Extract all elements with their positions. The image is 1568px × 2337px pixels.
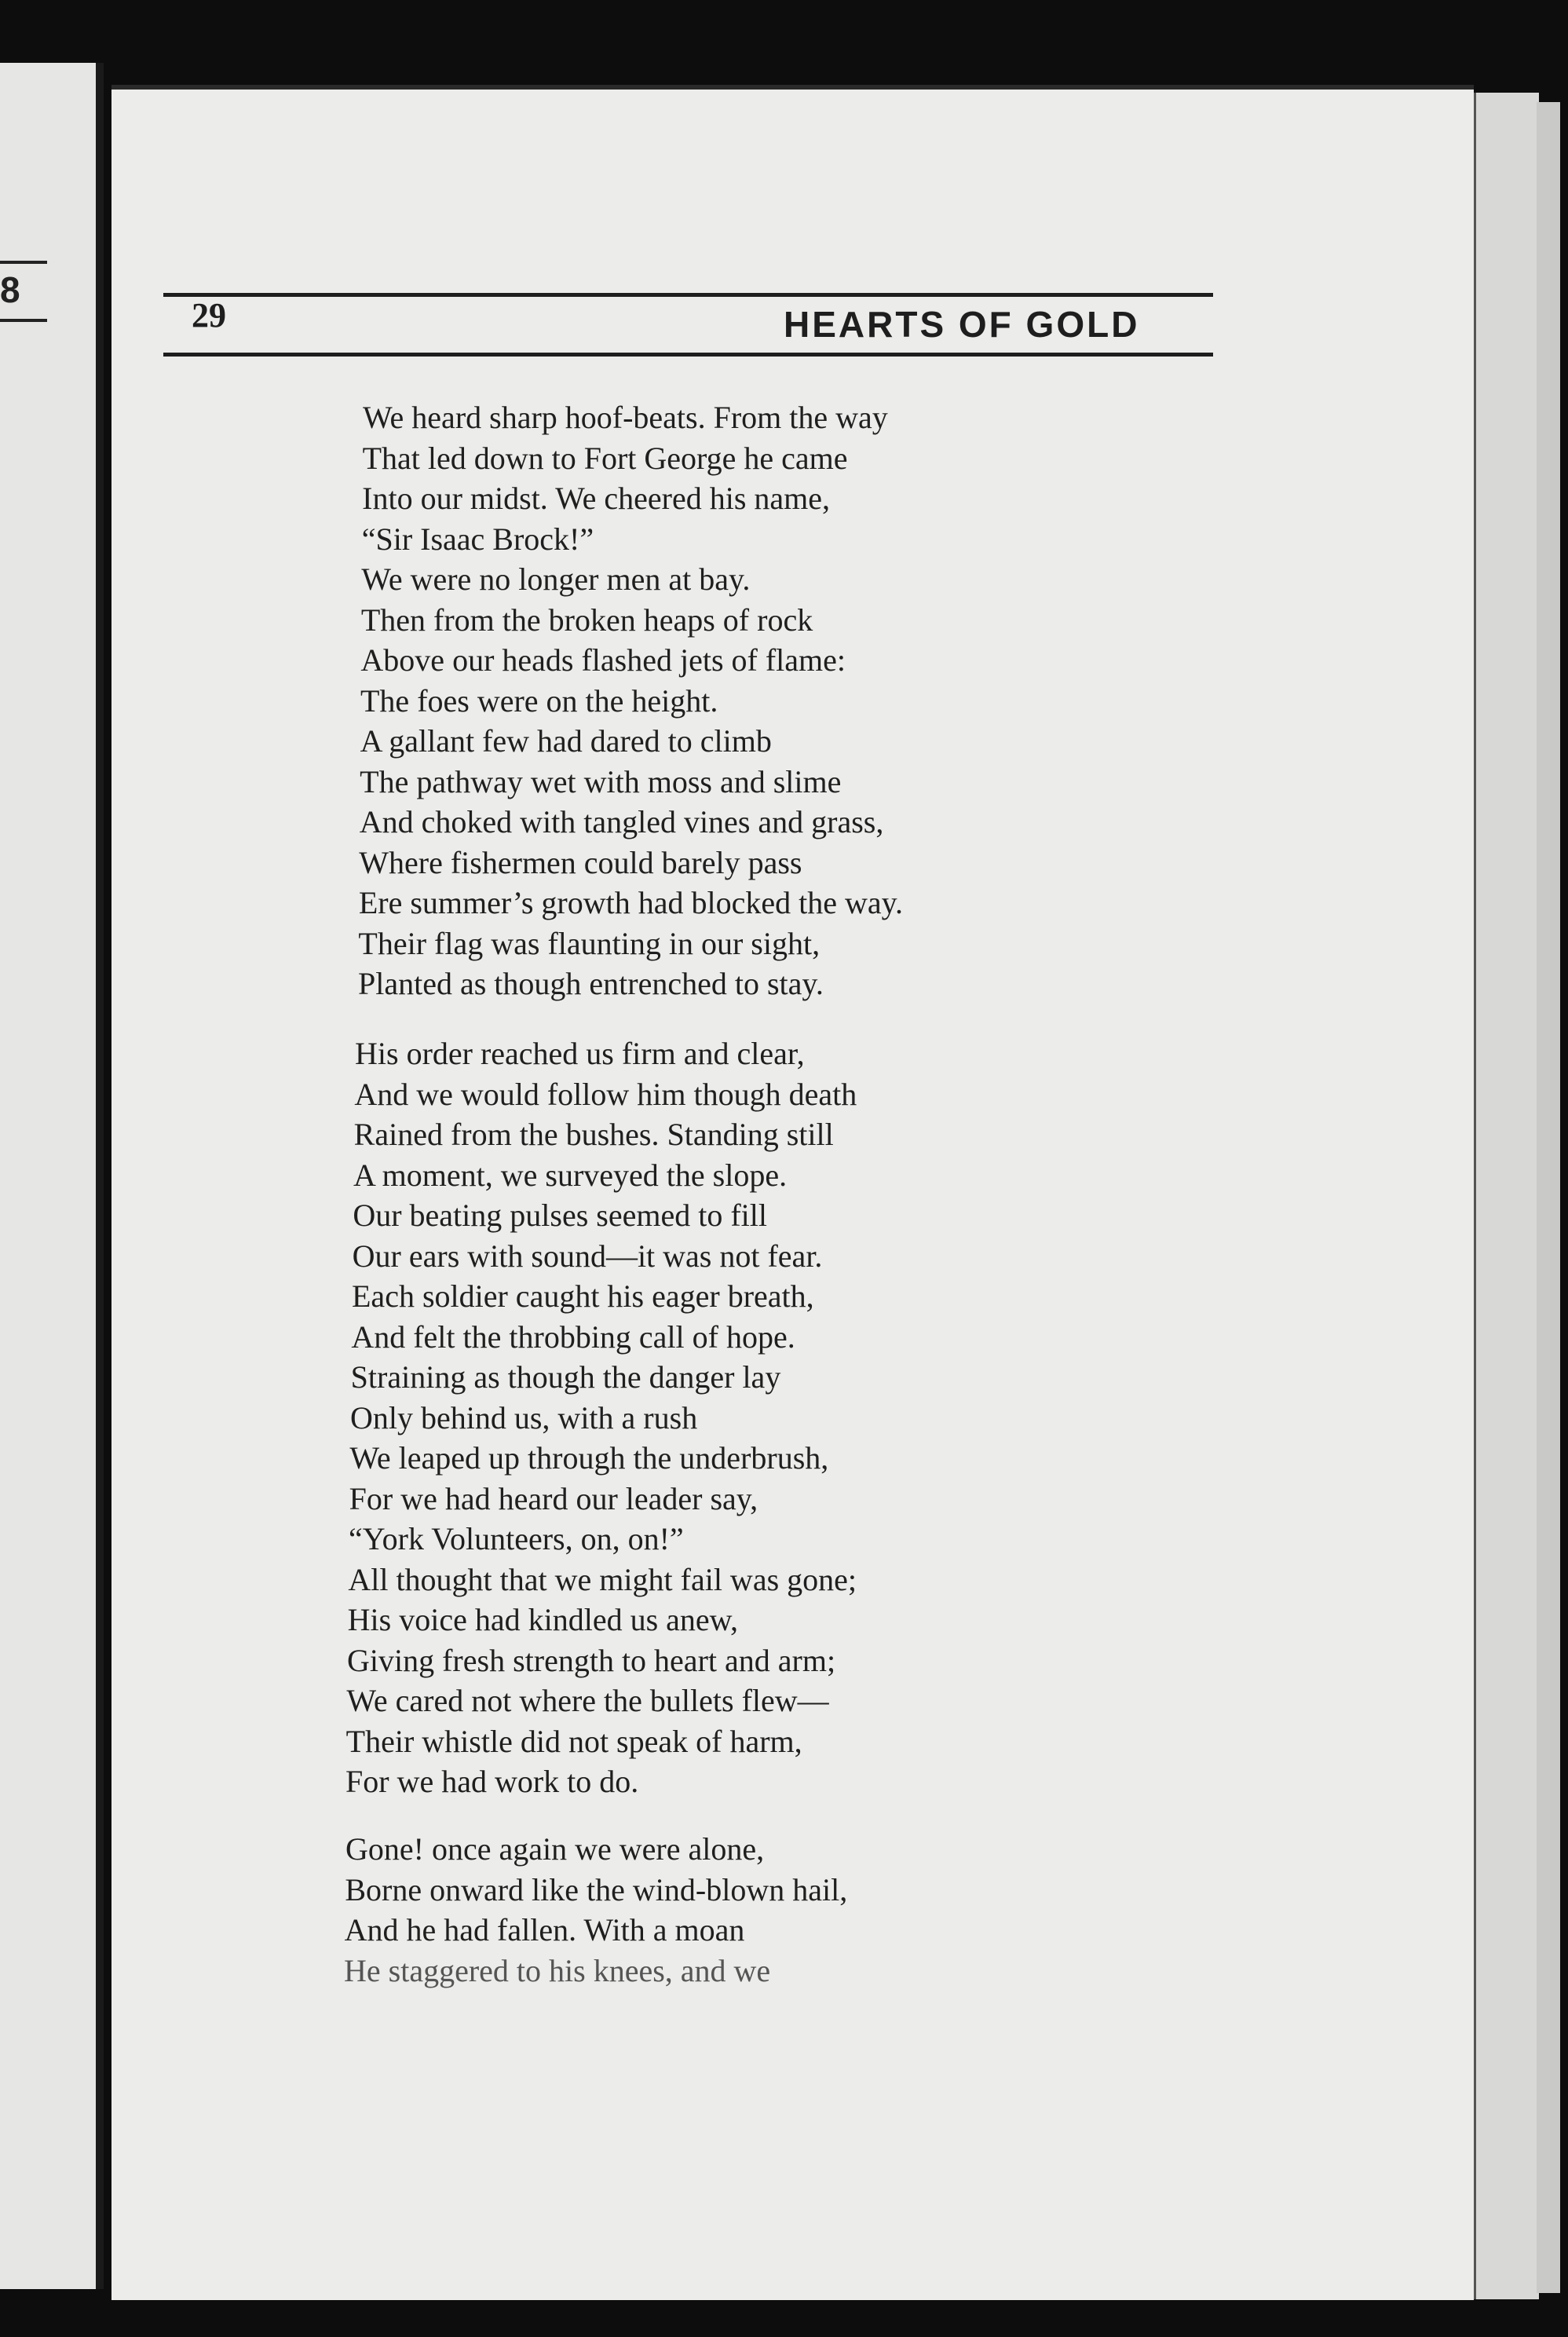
left-page bbox=[0, 63, 104, 2289]
left-page-rule-bottom bbox=[0, 319, 47, 322]
poem-line: We leaped up through the underbrush, bbox=[349, 1440, 829, 1476]
page-number: 29 bbox=[192, 296, 226, 335]
page-edge-shadow bbox=[1537, 102, 1560, 2293]
poem-line: For we had work to do. bbox=[345, 1764, 639, 1799]
poem-line: Then from the broken heaps of rock bbox=[360, 602, 813, 638]
poem-line: Our ears with sound—it was not fear. bbox=[352, 1238, 823, 1274]
poem-line: Their whistle did not speak of harm, bbox=[345, 1723, 802, 1759]
header-rule-bottom bbox=[163, 353, 1213, 357]
poem-line: A moment, we surveyed the slope. bbox=[353, 1157, 788, 1193]
poem-line: And we would follow him though death bbox=[354, 1076, 857, 1112]
poem-line: We cared not where the bullets flew— bbox=[346, 1683, 829, 1718]
poem-line: Ere summer’s growth had blocked the way. bbox=[358, 885, 903, 920]
poem-line: “York Volunteers, on, on!” bbox=[349, 1521, 684, 1556]
poem-line: And felt the throbbing call of hope. bbox=[351, 1318, 795, 1355]
poem-line: The pathway wet with moss and slime bbox=[360, 763, 842, 799]
poem-line: Above our heads flashed jets of flame: bbox=[360, 642, 846, 678]
poem-line: Our beating pulses seemed to fill bbox=[353, 1198, 767, 1233]
poem-line: For we had heard our leader say, bbox=[349, 1480, 758, 1516]
poem-line: Gone! once again we were alone, bbox=[345, 1831, 765, 1867]
running-title: HEARTS OF GOLD bbox=[784, 304, 1140, 345]
poem-line: Their flag was flaunting in our sight, bbox=[358, 925, 821, 961]
poem-line: A gallant few had dared to climb bbox=[360, 723, 772, 759]
poem-line: We heard sharp hoof-beats. From the way bbox=[363, 400, 888, 435]
poem-line: The foes were on the height. bbox=[360, 682, 718, 719]
poem-line: He staggered to his knees, and we bbox=[344, 1952, 771, 1988]
poem-line: And choked with tangled vines and grass, bbox=[359, 804, 884, 839]
poem-line: Borne onward like the wind-blown hail, bbox=[345, 1871, 848, 1907]
poem-line: Straining as though the danger lay bbox=[350, 1359, 781, 1395]
poem-line: Planted as though entrenched to stay. bbox=[358, 966, 824, 1001]
poem-line: Into our midst. We cheered his name, bbox=[362, 481, 831, 516]
poem-line: Rained from the bushes. Standing still bbox=[353, 1117, 834, 1152]
poem-line: Where fishermen could barely pass bbox=[359, 844, 802, 880]
page-edge bbox=[1474, 93, 1539, 2299]
poem-line: His order reached us firm and clear, bbox=[355, 1036, 805, 1071]
poem-line: All thought that we might fail was gone; bbox=[348, 1561, 857, 1597]
poem-line: His voice had kindled us anew, bbox=[347, 1602, 738, 1637]
poem-line: And he had fallen. With a moan bbox=[344, 1912, 745, 1948]
left-page-rule-top bbox=[0, 261, 47, 264]
poem-line: Only behind us, with a rush bbox=[350, 1399, 698, 1435]
left-page-number: 8 bbox=[0, 269, 20, 310]
header-rule-top bbox=[163, 293, 1213, 297]
poem-line: That led down to Fort George he came bbox=[362, 440, 848, 476]
poem-line: We were no longer men at bay. bbox=[361, 561, 751, 597]
poem-line: “Sir Isaac Brock!” bbox=[361, 521, 594, 557]
poem-line: Each soldier caught his eager breath, bbox=[352, 1278, 814, 1314]
poem-line: Giving fresh strength to heart and arm; bbox=[347, 1642, 836, 1678]
